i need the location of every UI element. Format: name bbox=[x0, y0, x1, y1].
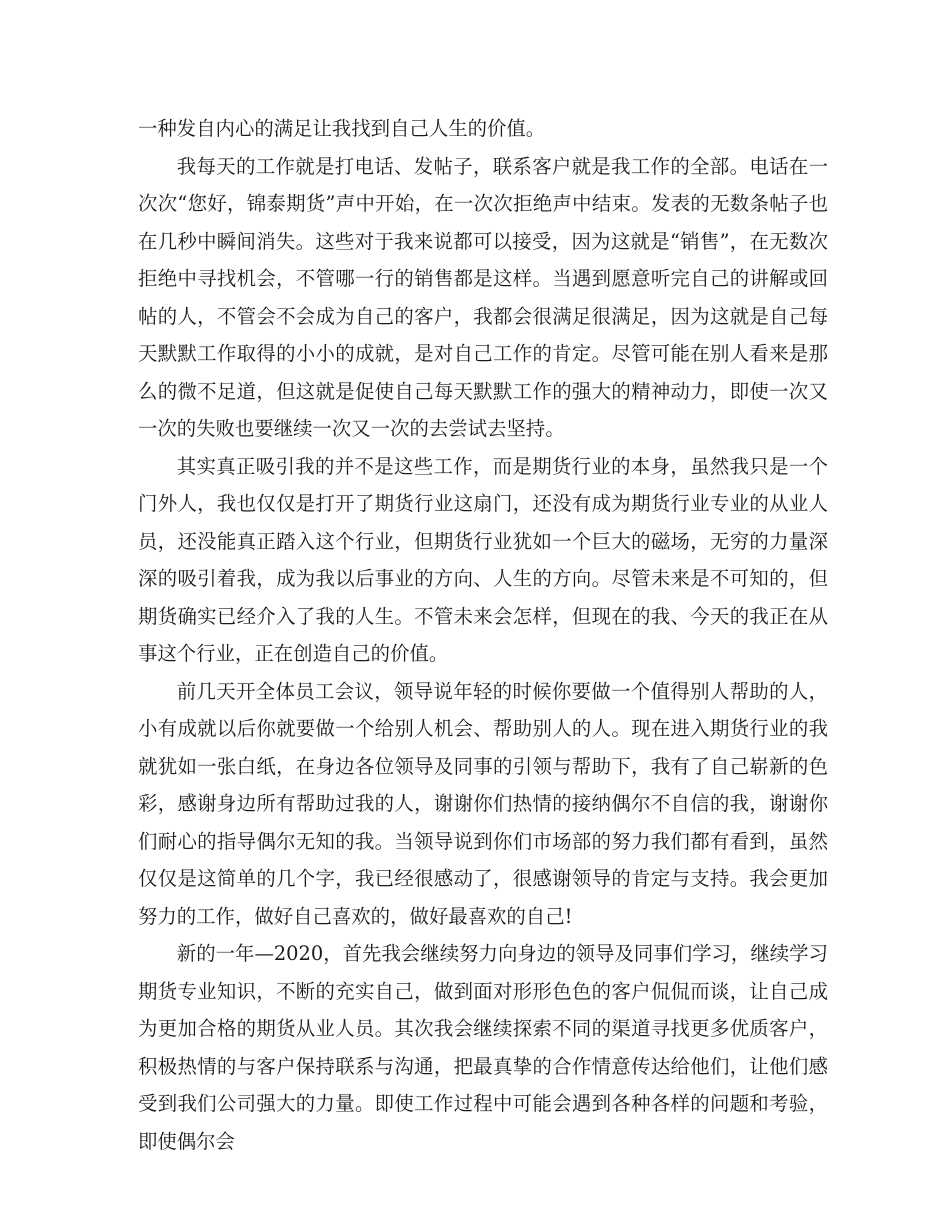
paragraph-futures-industry: 其实真正吸引我的并不是这些工作，而是期货行业的本身，虽然我只是一个门外人，我也仅仅是打开了期货行业这扇门，还没有成为期货行业专业的从业人员，还没能真正踏入这个行业，但期货行业犹如一个巨大的磁场，无穷的力量深深的吸引着我，成为我以后事业的方向、人生的方向。尽管未来是不可知的，但期货确实已经介入了我的人生。不管未来会怎样，但现在的我、今天的我正在从事这个行业，正在创造自己的价值。 bbox=[138, 454, 828, 665]
paragraph-staff-meeting: 前几天开全体员工会议，领导说年轻的时候你要做一个值得别人帮助的人，小有成就以后你就要做一个给别人机会、帮助别人的人。现在进入期货行业的我就犹如一张白纸，在身边各位领导及同事的引领与帮助下，我有了自己崭新的色彩，感谢身边所有帮助过我的人，谢谢你们热情的接纳偶尔不自信的我，谢谢你们耐心的指导偶尔无知的我。当领导说到你们市场部的努力我们都有看到，虽然仅仅是这简单的几个字，我已经很感动了，很感谢领导的肯定与支持。我会更加努力的工作，做好自己喜欢的，做好最喜欢的自己! bbox=[138, 679, 828, 928]
paragraph-continuation: 一种发自内心的满足让我找到自己人生的价值。 bbox=[138, 117, 546, 140]
document-body bbox=[138, 110, 828, 1160]
paragraph-daily-work: 我每天的工作就是打电话、发帖子，联系客户就是我工作的全部。电话在一次次“您好，锦泰期货”声中开始，在一次次拒绝声中结束。发表的无数条帖子也在几秒中瞬间消失。这些对于我来说都可以接受，因为这就是“销售”，在无数次拒绝中寻找机会，不管哪一行的销售都是这样。当遇到愿意听完自己的讲解或回帖的人，不管会不会成为自己的客户，我都会很满足很满足，因为这就是自己每天默默工作取得的小小的成就，是对自己工作的肯定。尽管可能在别人看来是那么的微不足道，但这就是促使自己每天默默工作的强大的精神动力，即使一次又一次的失败也要继续一次又一次的去尝试去坚持。 bbox=[138, 154, 828, 440]
paragraph-new-year-plan: 新的一年—2020，首先我会继续努力向身边的领导及同事们学习，继续学习期货专业知识，不断的充实自己，做到面对形形色色的客户侃侃而谈，让自己成为更加合格的期货从业人员。其次我会继续探索不同的渠道寻找更多优质客户，积极热情的与客户保持联系与沟通，把最真挚的合作情意传达给他们，让他们感受到我们公司强大的力量。即使工作过程中可能会遇到各种各样的问题和考验，即使偶尔会 bbox=[138, 942, 828, 1153]
